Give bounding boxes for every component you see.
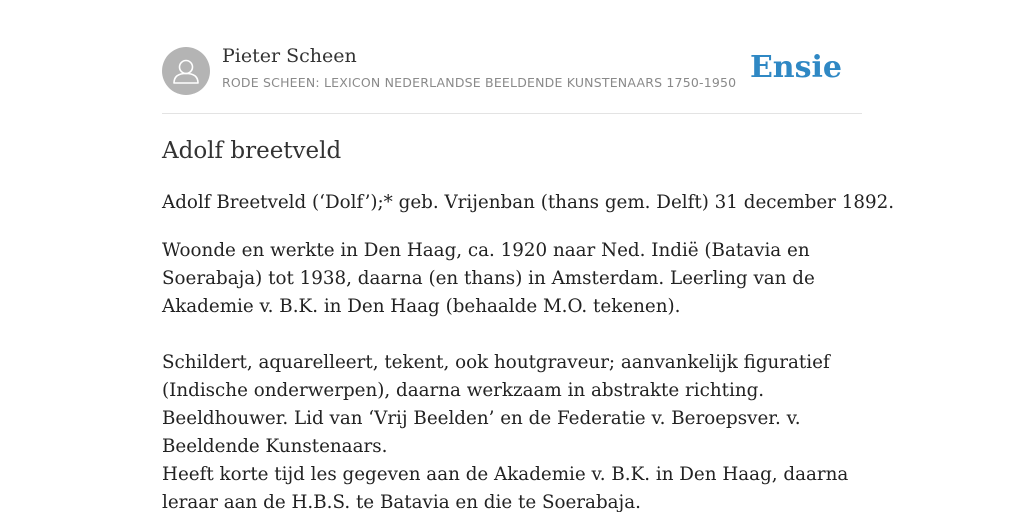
author-name[interactable]: Pieter Scheen: [222, 45, 357, 67]
article-container: [162, 0, 895, 512]
article-paragraph: Heeft korte tijd les gegeven aan de Akademie v. B.K. in Den Haag, daarna leraar aan de H.B.S. te Batavia en die te Soerabaja.: [162, 464, 849, 512]
article-header: [162, 0, 862, 114]
source-title[interactable]: RODE SCHEEN: LEXICON NEDERLANDSE BEELDENDE KUNSTENAARS 1750-1950: [222, 75, 737, 90]
article-paragraph: Adolf Breetveld (‘Dolf’);* geb. Vrijenban (thans gem. Delft) 31 december 1892.: [162, 192, 895, 213]
article-paragraph: Schildert, aquarelleert, tekent, ook houtgraveur; aanvankelijk figuratief (Indische onderwerpen), daarna werkzaam in abstrakte richting. Beeldhouwer. Lid van ‘Vrij Beelden’ en de Federatie v. Beroepsver. v. Beeldende Kunstenaars.: [162, 352, 830, 457]
brand-logo[interactable]: Ensie: [749, 50, 842, 85]
article-title: Adolf breetveld: [162, 138, 342, 164]
article-paragraph: Woonde en werkte in Den Haag, ca. 1920 naar Ned. Indië (Batavia en Soerabaja) tot 1938, daarna (en thans) in Amsterdam. Leerling van de Akademie v. B.K. in Den Haag (behaalde M.O. tekenen).: [162, 240, 815, 317]
user-silhouette-icon: [162, 47, 210, 95]
avatar[interactable]: [162, 47, 210, 95]
